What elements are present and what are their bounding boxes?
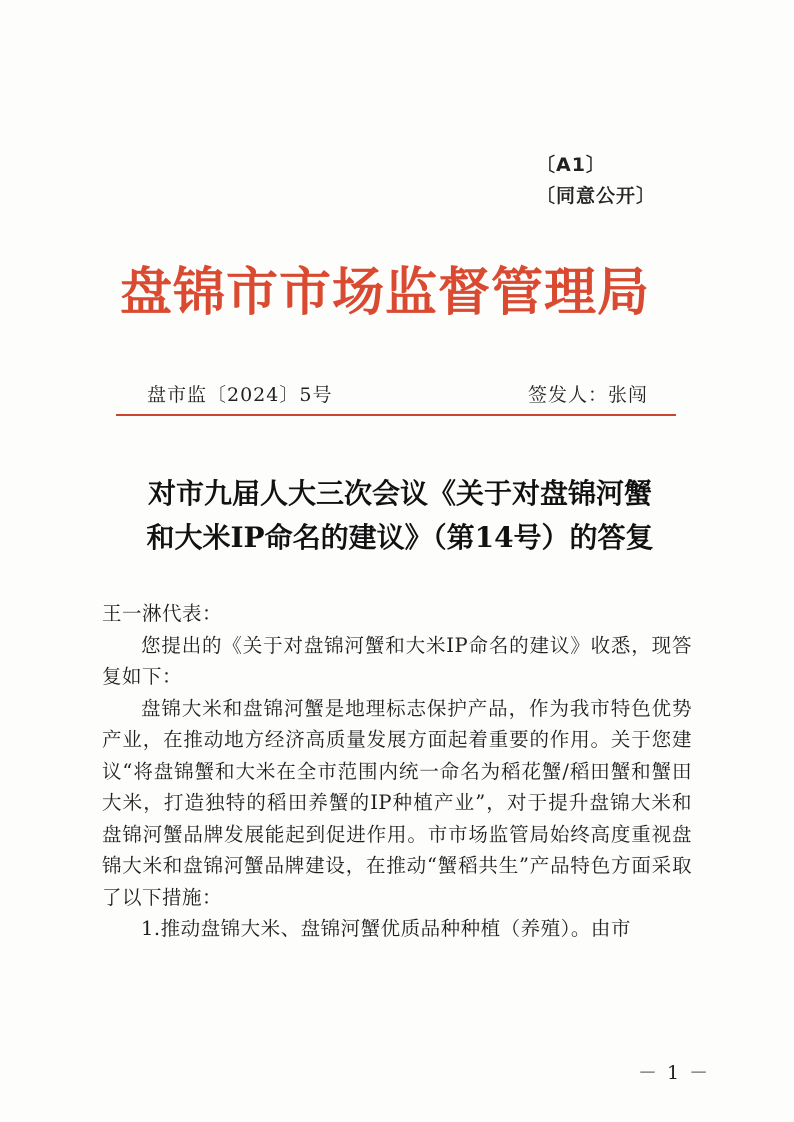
page-number: － 1 － [638,1062,711,1084]
body-paragraph: 1.推动盘锦大米、盘锦河蟹优质品种种植（养殖）。由市 [141,917,631,940]
body-paragraph: 盘锦大米和盘锦河蟹是地理标志保护产品，作为我市特色优势产业，在推动地方经济高质量发展方面起着重要的作用。关于您建议“将盘锦蟹和大米在全市范围内统一命名为稻花蟹/稻田蟹和蟹田大米，打造独特的稻田养蟹的IP种植产业”，对于提升盘锦大米和盘锦河蟹品牌发展能起到促进作用。市市场监管局始终高度重视盘锦大米和盘锦河蟹品牌建设，在推动“蟹稻共生”产品特色方面采取了以下措施： [102,696,692,909]
document-title-line-1: 对市九届人大三次会议《关于对盘锦河蟹 [147,477,652,510]
issuer-signature: 签发人：张闯 [528,384,649,406]
letterhead-divider [116,414,676,416]
letterhead-org-name: 盘锦市市场监督管理局 [120,263,651,323]
body-paragraph: 您提出的《关于对盘锦河蟹和大米IP命名的建议》收悉，现答复如下： [102,633,692,688]
document-body [102,598,692,945]
document-number: 盘市监〔2024〕5号 [147,384,333,406]
document-title [100,472,700,560]
disclosure-tag: 〔同意公开〕 [536,185,657,207]
classification-tag: 〔A1〕 [536,154,606,176]
document-title-line-2: 和大米IP命名的建议》（第14号）的答复 [146,521,654,554]
salutation: 王一淋代表： [102,602,223,625]
